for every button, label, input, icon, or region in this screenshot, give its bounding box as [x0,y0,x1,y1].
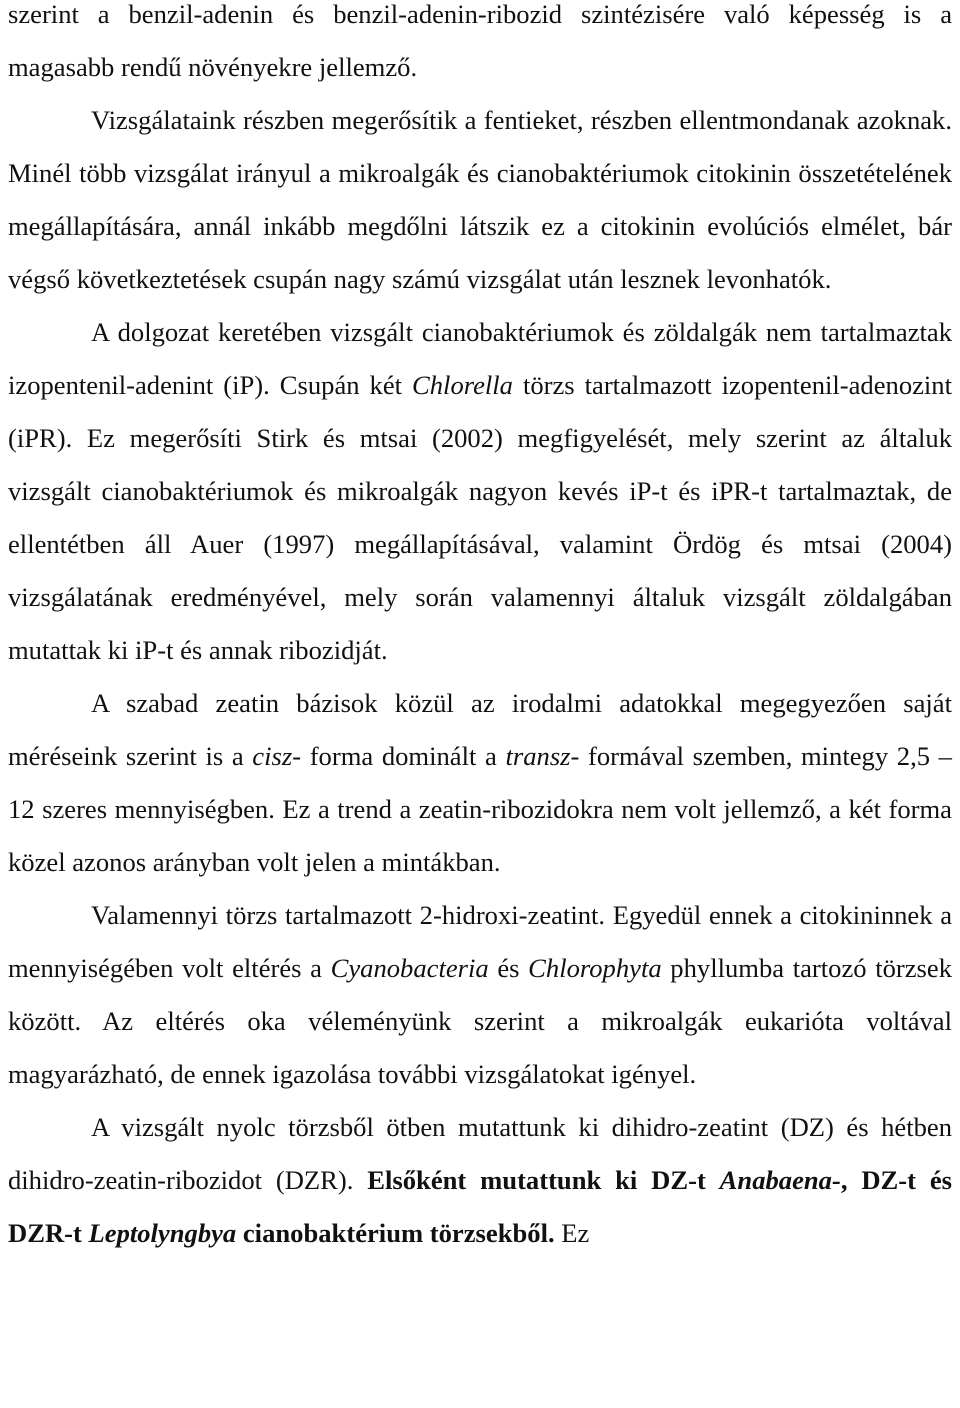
body-text-segment: törzs tartalmazott izopentenil-adenozint (iPR). Ez megerősíti Stirk és mtsai (2002) megfigyelését, mely szerint az általuk vizsgált cianobaktériumok és mikroalgák nagyon kevés iP-t és iPR-t tartalmaztak, de ellentétben áll Auer (1997) megállapításával, valamint Ördög és mtsai (2004) vizsgálatának eredményével, mely során valamennyi általuk vizsgált zöldalgában mutattak ki iP-t és annak ribozidját. [8,370,952,665]
body-text-segment: phyllumba tartozó törzsek között. Az eltérés oka véleményünk szerint a mikroalgák eukarióta voltával magyarázható, de ennek igazolása további vizsgálatokat igényel. [8,953,952,1089]
paragraph-6 [8,1101,952,1260]
bold-italic-text-segment: Leptolyngbya [88,1218,237,1248]
body-text-segment: forma dominált a [301,741,506,771]
italic-text-segment: cisz- [252,741,302,771]
paragraph-3 [8,306,952,677]
bold-italic-text-segment: Anabaena- [719,1165,841,1195]
bold-text-segment: , DZ-t és DZR-t [8,1165,952,1248]
paragraph-4 [8,677,952,889]
paragraph-5 [8,889,952,1101]
italic-text-segment: Chlorella [412,370,513,400]
bold-text-segment: Elsőként mutattunk ki DZ-t [367,1165,720,1195]
body-text-segment: formával szemben, mintegy 2,5 – 12 szeres mennyiségben. Ez a trend a zeatin-ribozidokra nem volt jellemző, a két forma közel azonos arányban volt jelen a mintákban. [8,741,952,877]
body-text-segment: Ez [554,1218,590,1248]
body-text-segment: A vizsgált nyolc törzsből ötben mutattunk ki dihidro-zeatint (DZ) és hétben dihidro-zeatin-ribozidot (DZR). [8,1112,952,1195]
italic-text-segment: transz- [505,741,580,771]
body-text-segment: Valamennyi törzs tartalmazott 2-hidroxi-zeatint. Egyedül ennek a citokininnek a mennyiségében volt eltérés a [8,900,952,983]
body-text-segment: Vizsgálataink részben megerősítik a fentieket, részben ellentmondanak azoknak. Minél több vizsgálat irányul a mikroalgák és cianobaktériumok citokinin összetételének megállapítására, annál inkább megdőlni látszik ez a citokinin evolúciós elmélet, bár végső következtetések csupán nagy számú vizsgálat után lesznek levonhatók. [8,105,952,294]
body-text-segment: szerint a benzil-adenin és benzil-adenin-ribozid szintézisére való képesség is a magasabb rendű növényekre jellemző. [8,0,952,82]
paragraph-2 [8,94,952,306]
paragraph-1 [8,0,952,94]
bold-text-segment: cianobaktérium törzsekből. [236,1218,555,1248]
body-text-segment: és [488,953,529,983]
body-text-segment: A szabad zeatin bázisok közül az irodalmi adatokkal megegyezően saját méréseink szerint is a [8,688,952,771]
body-text-segment: A dolgozat keretében vizsgált cianobaktériumok és zöldalgák nem tartalmaztak izopentenil-adenint (iP). Csupán két [8,317,952,400]
italic-text-segment: Cyanobacteria [330,953,489,983]
italic-text-segment: Chlorophyta [528,953,662,983]
